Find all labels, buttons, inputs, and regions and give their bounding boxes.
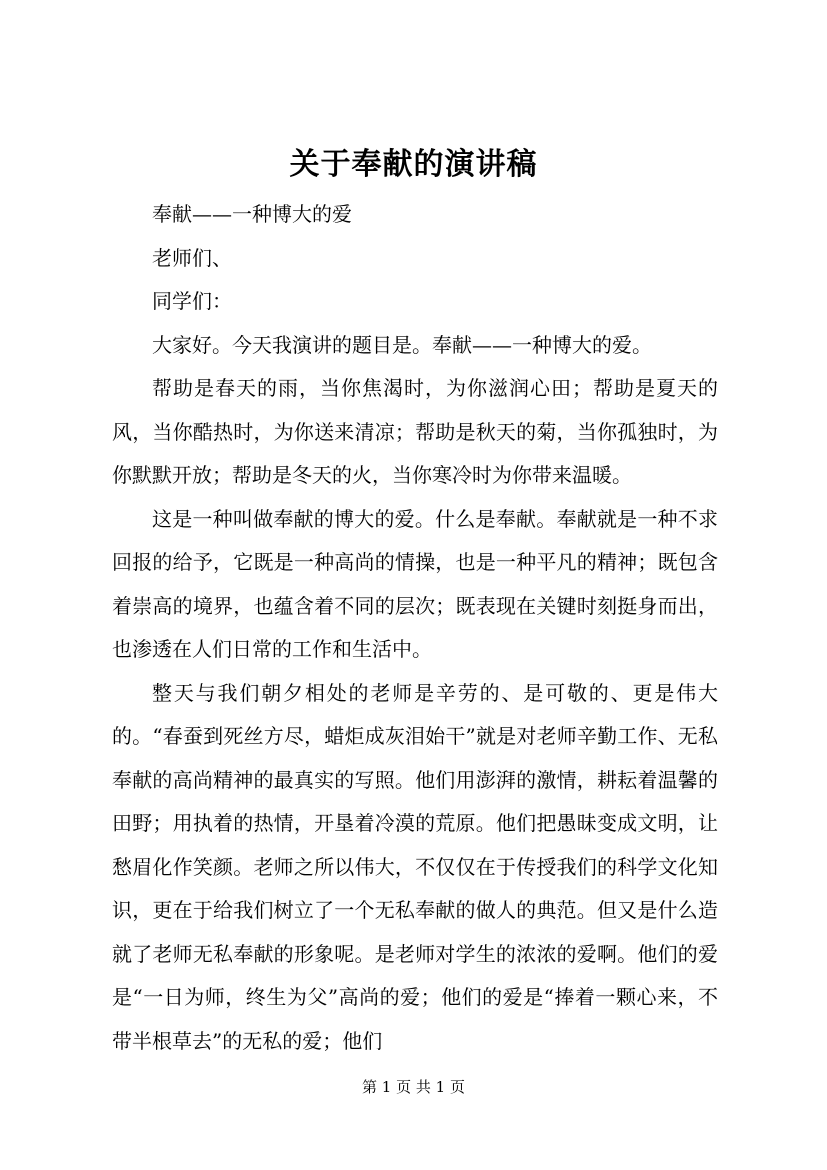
page-footer: 第 1 页 共 1 页: [362, 1078, 465, 1096]
paragraph-teachers: 整天与我们朝夕相处的老师是辛劳的、是可敬的、更是伟大的。“春蚕到死丝方尽，蜡炬成灰泪始干”就是对老师辛勤工作、无私奉献的高尚精神的最真实的写照。他们用澎湃的激情，耕耘着温馨的田野；用执着的热情，开垦着冷漠的荒原。他们把愚昧变成文明，让愁眉化作笑颜。老师之所以伟大，不仅仅在于传授我们的科学文化知识，更在于给我们树立了一个无私奉献的做人的典范。但又是什么造就了老师无私奉献的形象呢。是老师对学生的浓浓的爱啊。他们的爱是“一日为师，终生为父”高尚的爱；他们的爱是“捧着一颗心来，不带半根草去”的无私的爱；他们: [112, 680, 718, 1053]
paragraph-subtitle: 奉献——一种博大的爱: [152, 202, 352, 226]
paragraph-salutation-teachers: 老师们、: [152, 245, 232, 270]
document-body: [112, 193, 718, 1063]
paragraph-help-seasons: 帮助是春天的雨，当你焦渴时，为你滋润心田；帮助是夏天的风，当你酷热时，为你送来清凉；帮助是秋天的菊，当你孤独时，为你默默开放；帮助是冬天的火，当你寒冷时为你带来温暖。: [112, 376, 718, 487]
paragraph-salutation-students: 同学们：: [152, 289, 232, 313]
paragraph-what-is-dedication: 这是一种叫做奉献的博大的爱。什么是奉献。奉献就是一种不求回报的给予，它既是一种高尚的情操，也是一种平凡的精神；既包含着崇高的境界，也蕴含着不同的层次；既表现在关键时刻挺身而出，也渗透在人们日常的工作和生活中。: [112, 506, 718, 661]
page-title: 关于奉献的演讲稿: [289, 147, 538, 182]
paragraph-greeting: 大家好。今天我演讲的题目是。奉献——一种博大的爱。: [152, 332, 652, 357]
